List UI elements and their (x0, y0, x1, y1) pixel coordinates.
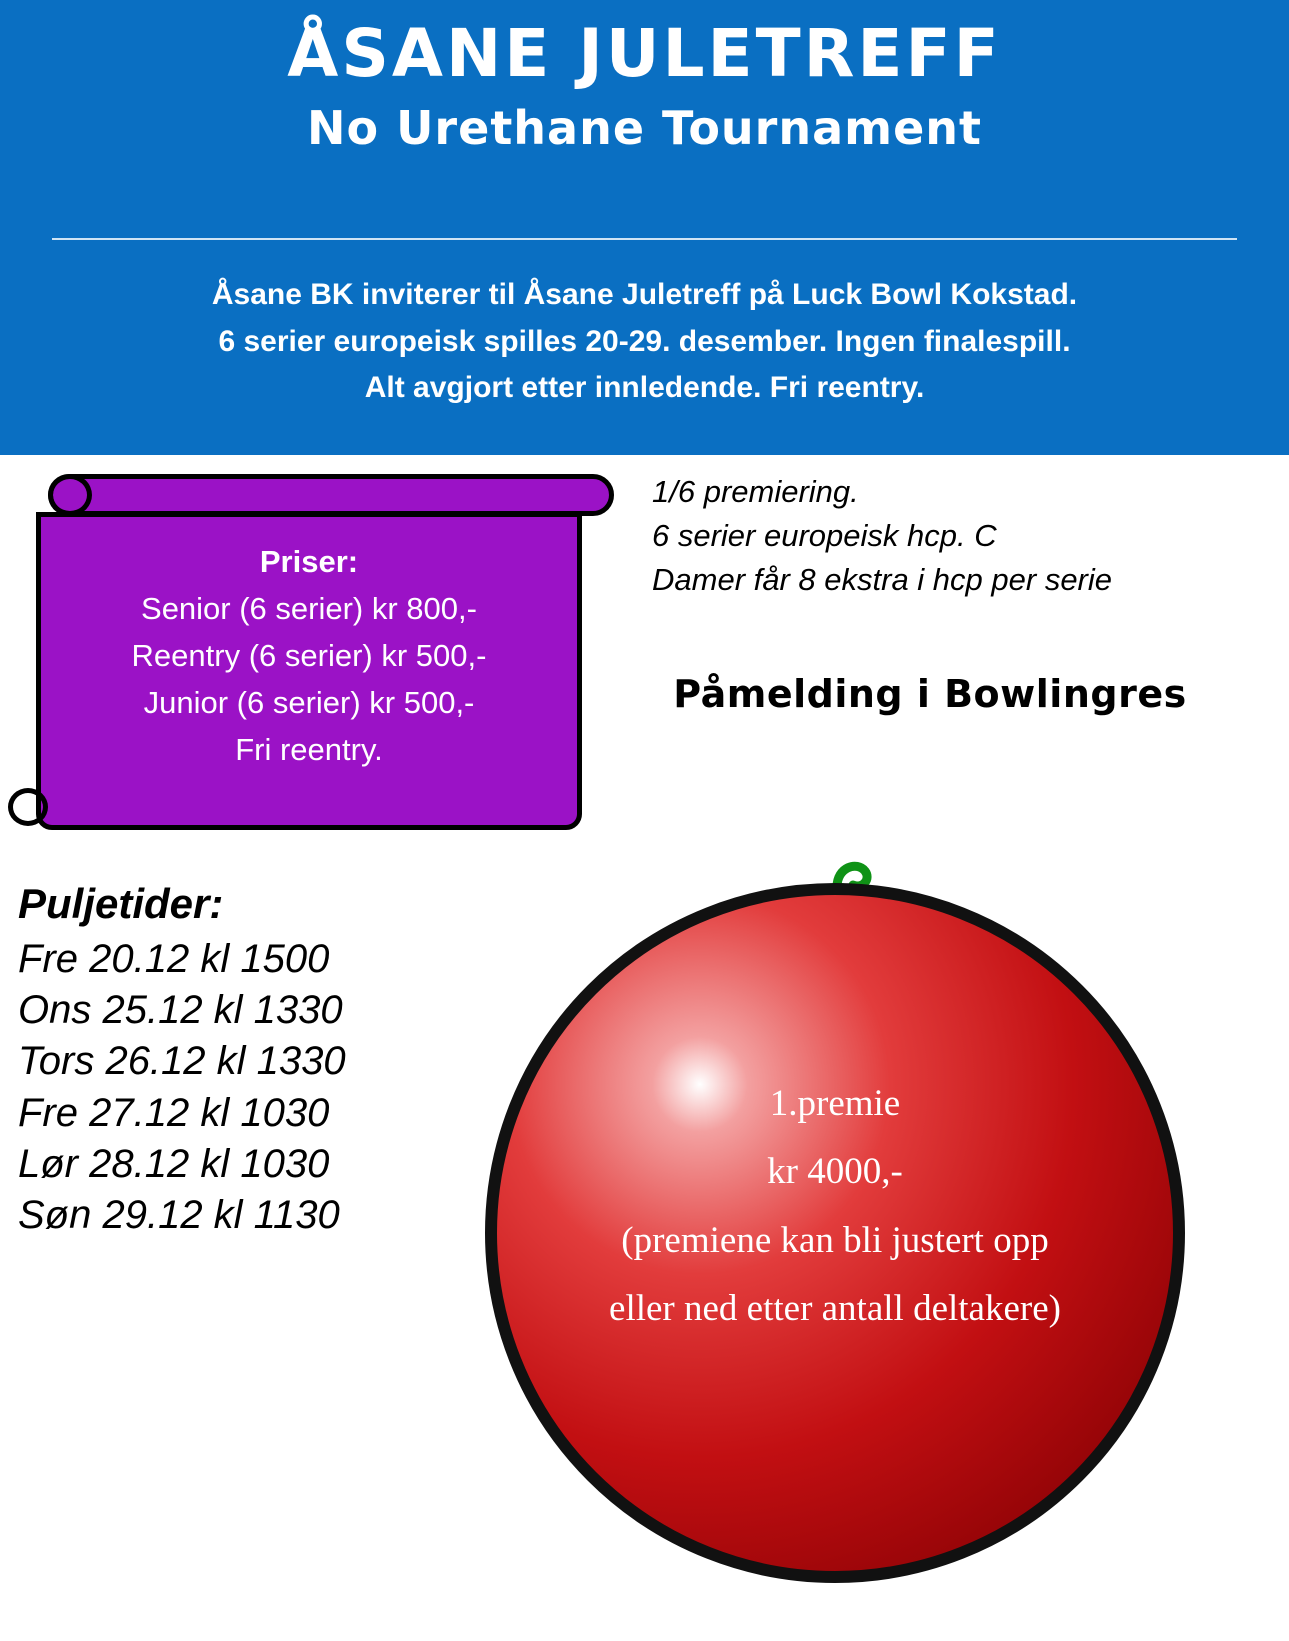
price-heading: Priser: (259, 544, 359, 579)
price-line-1: Senior (6 serier) kr 800,- (141, 591, 477, 627)
header-banner (0, 0, 1289, 455)
info-line-1: 1/6 premiering. (652, 474, 859, 509)
prize-amount: kr 4000,- (767, 1151, 903, 1193)
schedule-row: Fre 20.12 kl 1500 (18, 937, 330, 981)
price-line-3: Junior (6 serier) kr 500,- (143, 685, 475, 721)
price-scroll-panel (18, 468, 614, 863)
price-line-2: Reentry (6 serier) kr 500,- (131, 638, 487, 674)
price-line-4: Fri reentry. (235, 732, 383, 768)
intro-text (0, 272, 1289, 412)
schedule-row: Lør 28.12 kl 1030 (18, 1141, 330, 1186)
prize-text (540, 1070, 1130, 1344)
schedule-title: Puljetider: (18, 880, 224, 927)
scroll-top-roll (48, 474, 614, 516)
prize-note-line-1: (premiene kan bli justert opp (621, 1219, 1049, 1261)
scroll-top-curl-icon (48, 474, 92, 516)
schedule-row: Ons 25.12 kl 1330 (18, 988, 343, 1033)
price-list (36, 538, 582, 774)
tournament-info (652, 470, 1272, 602)
intro-line-1: Åsane BK inviterer til Åsane Juletreff på Luck Bowl Kokstad. (211, 278, 1078, 311)
page-subtitle: No Urethane Tournament (306, 100, 983, 155)
signup-heading: Påmelding i Bowlingres (673, 672, 1187, 716)
schedule-section (18, 880, 538, 1241)
schedule-row: Søn 29.12 kl 1130 (18, 1192, 340, 1237)
prize-label: 1.premie (769, 1083, 901, 1124)
info-line-2: 6 serier europeisk hcp. C (652, 518, 997, 554)
schedule-row: Tors 26.12 kl 1330 (18, 1039, 346, 1084)
scroll-bottom-curl-icon (8, 788, 48, 826)
page-title: ÅSANE JULETREFF (287, 15, 1002, 92)
info-line-3: Damer får 8 ekstra i hcp per serie (652, 562, 1113, 598)
intro-line-2: 6 serier europeisk spilles 20-29. desember. Ingen finalespill. (218, 324, 1071, 358)
prize-note-line-2: eller ned etter antall deltakere) (609, 1288, 1061, 1330)
christmas-ornament-graphic (480, 855, 1200, 1615)
header-divider (52, 238, 1237, 240)
schedule-row: Fre 27.12 kl 1030 (18, 1090, 330, 1135)
intro-line-3: Alt avgjort etter innledende. Fri reentry. (364, 371, 925, 404)
